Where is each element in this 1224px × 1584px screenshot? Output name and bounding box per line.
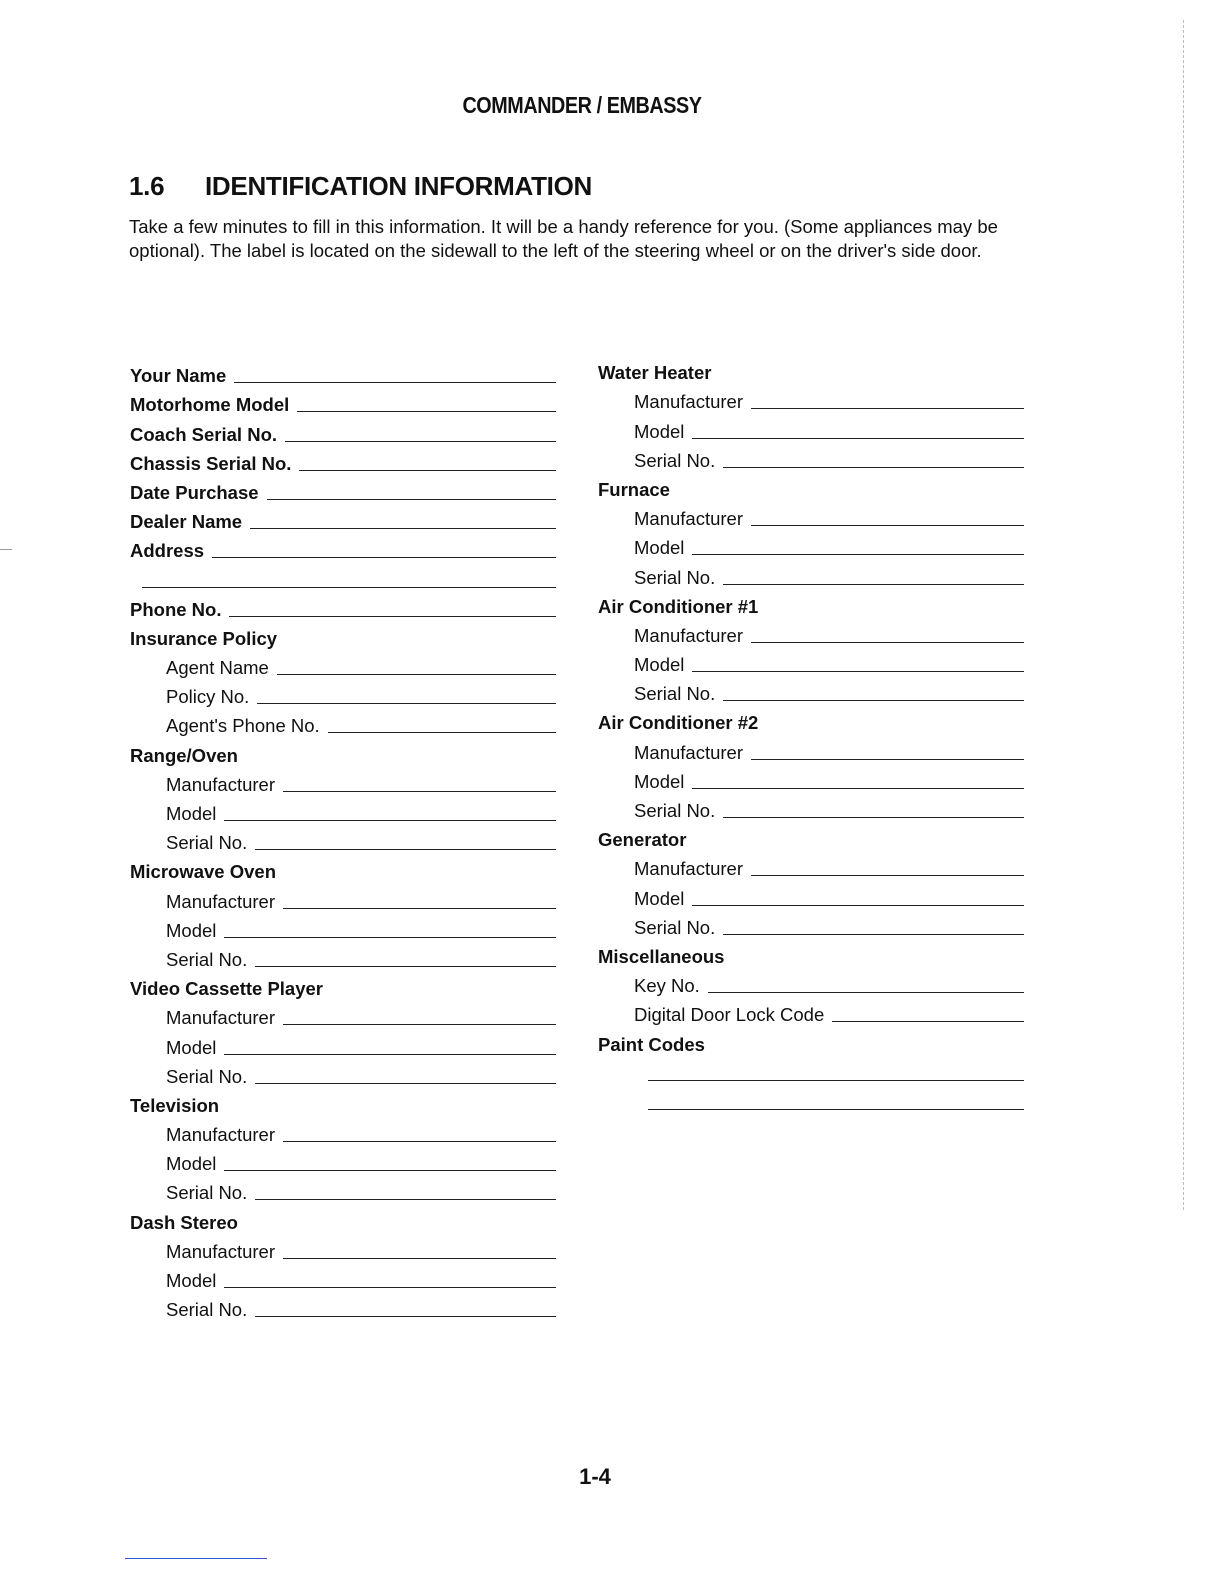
microwave-model-field [130,915,556,944]
ac2-heading [598,707,1024,736]
television-serial-field [130,1177,556,1206]
generator-serial-input-line[interactable] [723,934,1024,935]
range-oven-serial-input-line[interactable] [255,849,556,850]
ac2-serial-input-line[interactable] [723,817,1024,818]
water-heater-manufacturer-field [598,386,1024,415]
field-label: Chassis Serial No. [130,452,292,474]
ac1-manufacturer-input-line[interactable] [751,642,1024,643]
field-label: Your Name [130,365,227,387]
ac1-heading [598,591,1024,620]
field-label: Model [166,1153,217,1175]
field-label: Manufacturer [166,1007,275,1029]
agent-phone-input-line[interactable] [328,732,556,733]
miscellaneous-heading [598,941,1024,970]
section-number: 1.6 [129,171,165,201]
vcp-manufacturer-input-line[interactable] [283,1024,556,1025]
group-heading: Paint Codes [598,1033,705,1055]
field-label: Key No. [634,975,700,997]
date-purchase-input-line[interactable] [267,499,556,500]
ac1-model-input-line[interactable] [692,671,1024,672]
television-model-field [130,1148,556,1177]
television-serial-input-line[interactable] [255,1199,556,1200]
furnace-model-field [598,532,1024,561]
field-label: Manufacturer [634,508,743,530]
field-label: Manufacturer [166,773,275,795]
your-name-field [130,360,556,389]
furnace-manufacturer-input-line[interactable] [751,525,1024,526]
intro-paragraph: Take a few minutes to fill in this information. It will be a handy reference for you. (Some appliances may be optional). The label is located on the sidewall to the left of the steering wheel or on the driver's side door. [129,216,998,261]
field-label: Coach Serial No. [130,423,278,445]
paint-codes-input-line-2[interactable] [648,1109,1024,1110]
furnace-model-input-line[interactable] [692,554,1024,555]
generator-manufacturer-field [598,853,1024,882]
field-label: Model [634,537,685,559]
ac1-manufacturer-field [598,620,1024,649]
ac1-serial-input-line[interactable] [723,700,1024,701]
paint-codes-line-2 [598,1087,1024,1116]
field-label: Manufacturer [166,1240,275,1262]
phone-no-input-line[interactable] [229,616,556,617]
field-label: Model [634,654,685,676]
generator-model-input-line[interactable] [692,905,1024,906]
dash-stereo-model-input-line[interactable] [224,1287,556,1288]
generator-manufacturer-input-line[interactable] [751,875,1024,876]
group-heading: Video Cassette Player [130,978,323,1000]
footnote-rule [125,1558,267,1559]
dash-stereo-manufacturer-input-line[interactable] [283,1258,556,1259]
dash-stereo-heading [130,1206,556,1235]
generator-model-field [598,882,1024,911]
ac2-model-input-line[interactable] [692,788,1024,789]
microwave-serial-input-line[interactable] [255,966,556,967]
microwave-manufacturer-field [130,885,556,914]
agent-name-input-line[interactable] [277,674,556,675]
microwave-manufacturer-input-line[interactable] [283,908,556,909]
page-number: 1-4 [579,1464,611,1489]
ac2-manufacturer-field [598,736,1024,765]
paint-codes-line-1 [598,1058,1024,1087]
vcp-heading [130,973,556,1002]
dealer-name-input-line[interactable] [250,528,556,529]
ac2-serial-field [598,795,1024,824]
microwave-heading [130,856,556,885]
ac1-model-field [598,649,1024,678]
group-heading: Range/Oven [130,744,238,766]
address-field [130,535,556,564]
field-label: Manufacturer [634,741,743,763]
chassis-serial-field [130,448,556,477]
water-heater-serial-input-line[interactable] [723,467,1024,468]
microwave-serial-field [130,944,556,973]
field-label: Date Purchase [130,481,259,503]
television-heading [130,1090,556,1119]
group-heading: Insurance Policy [130,627,278,649]
field-label: Policy No. [166,686,250,708]
field-label: Manufacturer [634,858,743,880]
section-title [129,171,592,202]
left-column [130,360,556,1323]
chassis-serial-input-line[interactable] [299,470,556,471]
field-label: Serial No. [166,948,248,970]
agent-phone-field [130,710,556,739]
scan-edge-mark [0,549,12,550]
field-label: Model [166,1036,217,1058]
policy-no-field [130,681,556,710]
group-heading: Television [130,1094,220,1116]
field-label: Serial No. [166,1065,248,1087]
vcp-serial-field [130,1061,556,1090]
vcp-model-field [130,1031,556,1060]
field-label: Model [634,420,685,442]
dash-stereo-serial-field [130,1294,556,1323]
address-line-2 [130,564,556,593]
group-heading: Air Conditioner #2 [598,712,759,734]
ac2-manufacturer-input-line[interactable] [751,759,1024,760]
motorhome-model-field [130,389,556,418]
group-heading: Water Heater [598,362,712,384]
your-name-input-line[interactable] [234,382,556,383]
television-manufacturer-field [130,1119,556,1148]
field-label: Manufacturer [634,624,743,646]
coach-serial-input-line[interactable] [285,441,556,442]
television-model-input-line[interactable] [224,1170,556,1171]
field-label: Agent Name [166,657,269,679]
furnace-heading [598,474,1024,503]
range-oven-manufacturer-field [130,769,556,798]
policy-no-input-line[interactable] [257,703,556,704]
field-label: Phone No. [130,598,222,620]
television-manufacturer-input-line[interactable] [283,1141,556,1142]
group-heading: Dash Stereo [130,1211,238,1233]
ac1-serial-field [598,678,1024,707]
paint-codes-input-line-1[interactable] [648,1080,1024,1081]
furnace-manufacturer-field [598,503,1024,532]
coach-serial-field [130,418,556,447]
range-oven-serial-field [130,827,556,856]
paint-codes-heading [598,1028,1024,1057]
field-label: Serial No. [166,1299,248,1321]
range-oven-model-field [130,798,556,827]
ac2-model-field [598,766,1024,795]
right-column [598,357,1024,1116]
group-heading: Microwave Oven [130,861,277,883]
generator-heading [598,824,1024,853]
field-label: Serial No. [634,566,716,588]
door-lock-code-field [598,999,1024,1028]
field-label: Serial No. [634,916,716,938]
field-label: Serial No. [634,683,716,705]
field-label: Digital Door Lock Code [634,1004,825,1026]
group-heading: Air Conditioner #1 [598,595,759,617]
document-header: COMMANDER / EMBASSY [462,92,702,118]
dealer-name-field [130,506,556,535]
water-heater-manufacturer-input-line[interactable] [751,408,1024,409]
field-label: Model [166,803,217,824]
scan-margin-mark [1183,20,1184,1210]
furnace-serial-input-line[interactable] [723,584,1024,585]
field-label: Model [166,919,217,941]
date-purchase-field [130,477,556,506]
insurance-heading [130,623,556,652]
vcp-serial-input-line[interactable] [255,1083,556,1084]
microwave-model-input-line[interactable] [224,937,556,938]
field-label: Serial No. [634,449,716,471]
range-oven-heading [130,739,556,768]
group-heading: Furnace [598,478,670,500]
vcp-manufacturer-field [130,1002,556,1031]
vcp-model-input-line[interactable] [224,1054,556,1055]
section-heading: IDENTIFICATION INFORMATION [205,171,592,201]
key-no-field [598,970,1024,999]
field-label: Model [634,887,685,909]
field-label: Model [634,770,685,792]
dash-stereo-model-field [130,1265,556,1294]
water-heater-heading [598,357,1024,386]
dash-stereo-manufacturer-field [130,1236,556,1265]
dash-stereo-serial-input-line[interactable] [255,1316,556,1317]
field-label: Address [130,540,205,562]
field-label: Agent's Phone No. [166,715,320,737]
motorhome-model-input-line[interactable] [297,411,556,412]
address-input-line-2[interactable] [142,587,556,588]
water-heater-model-input-line[interactable] [692,438,1024,439]
field-label: Dealer Name [130,511,243,533]
group-heading: Miscellaneous [598,945,725,967]
field-label: Serial No. [166,1182,248,1204]
field-label: Manufacturer [166,890,275,912]
range-oven-model-input-line[interactable] [224,820,556,821]
furnace-serial-field [598,561,1024,590]
group-heading: Generator [598,829,687,851]
field-label: Serial No. [166,832,248,854]
field-label: Manufacturer [634,391,743,413]
address-input-line[interactable] [212,557,556,558]
generator-serial-field [598,912,1024,941]
agent-name-field [130,652,556,681]
phone-no-field [130,594,556,623]
key-no-input-line[interactable] [708,992,1024,993]
field-label: Serial No. [634,800,716,821]
door-lock-code-input-line[interactable] [832,1021,1024,1022]
range-oven-manufacturer-input-line[interactable] [283,791,556,792]
water-heater-model-field [598,415,1024,444]
field-label: Manufacturer [166,1124,275,1146]
field-label: Motorhome Model [130,394,290,416]
field-label: Model [166,1270,217,1291]
water-heater-serial-field [598,445,1024,474]
